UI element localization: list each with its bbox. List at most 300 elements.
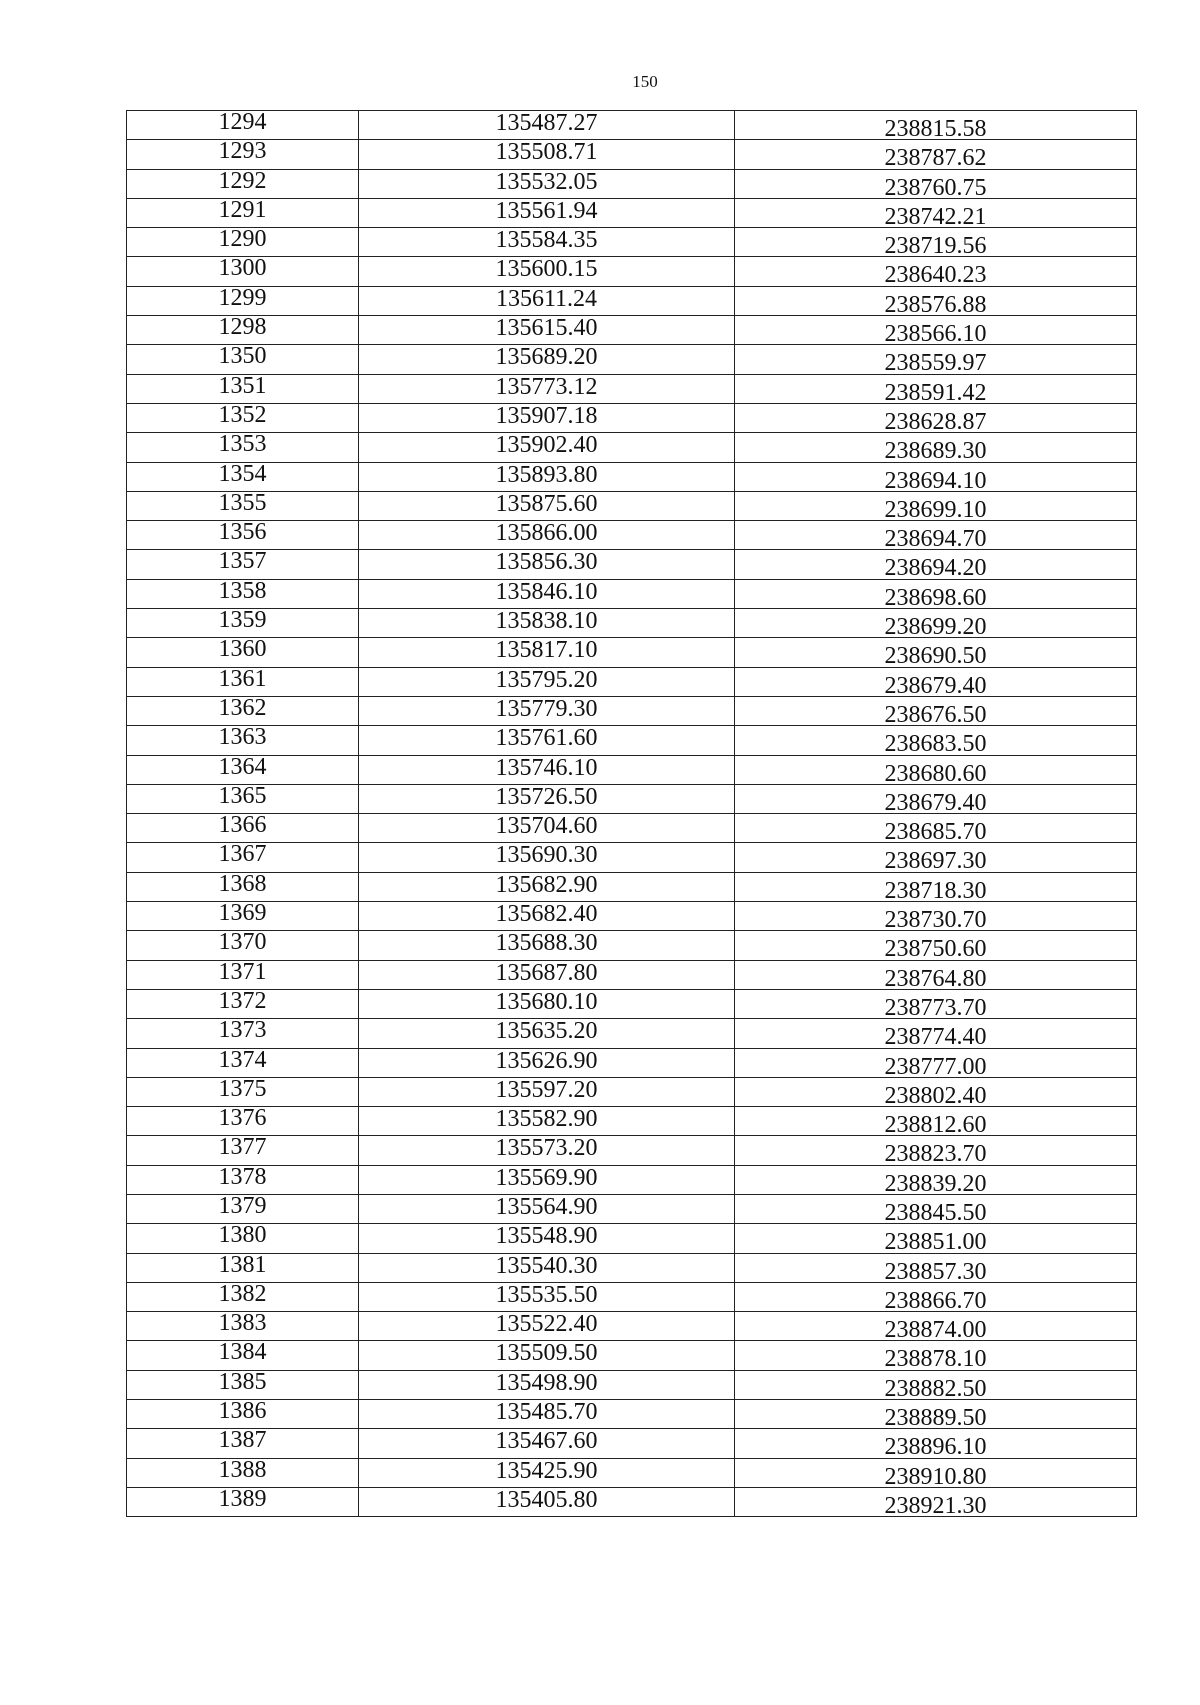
point-number-cell — [127, 257, 359, 286]
point-number-value: 1300 — [218, 255, 267, 282]
point-number-cell — [127, 1048, 359, 1077]
x-coordinate-value: 135582.90 — [495, 1106, 598, 1133]
point-number-value: 1374 — [218, 1046, 267, 1073]
x-coordinate-value: 135907.18 — [495, 402, 598, 429]
point-number-cell — [127, 374, 359, 403]
y-coordinate-value: 238559.97 — [884, 350, 987, 377]
y-coordinate-value: 238845.50 — [884, 1199, 987, 1226]
x-coordinate-value: 135509.50 — [495, 1340, 598, 1367]
x-coordinate-value: 135689.20 — [495, 344, 598, 371]
table-row — [127, 550, 1137, 579]
x-coordinate-cell — [359, 931, 735, 960]
point-number-value: 1370 — [218, 929, 267, 956]
point-number-cell — [127, 198, 359, 227]
x-coordinate-cell — [359, 579, 735, 608]
x-coordinate-value: 135690.30 — [495, 842, 598, 869]
x-coordinate-value: 135761.60 — [495, 725, 598, 752]
point-number-value: 1365 — [218, 782, 267, 809]
table-row — [127, 286, 1137, 315]
y-coordinate-cell — [735, 1077, 1137, 1109]
x-coordinate-cell — [359, 228, 735, 257]
y-coordinate-value: 238874.00 — [884, 1317, 987, 1344]
y-coordinate-value: 238866.70 — [884, 1287, 987, 1314]
point-number-value: 1290 — [218, 226, 267, 253]
table-body — [127, 111, 1137, 1517]
point-number-value: 1388 — [218, 1456, 267, 1483]
table-row — [127, 1224, 1137, 1253]
y-coordinate-value: 238676.50 — [884, 701, 987, 728]
point-number-cell — [127, 1487, 359, 1516]
point-number-cell — [127, 755, 359, 784]
table-row — [127, 638, 1137, 667]
x-coordinate-cell — [359, 1312, 735, 1341]
table-row — [127, 726, 1137, 755]
x-coordinate-cell — [359, 491, 735, 520]
x-coordinate-cell — [359, 433, 735, 462]
point-number-value: 1361 — [218, 665, 267, 692]
point-number-cell — [127, 960, 359, 989]
x-coordinate-cell — [359, 1224, 735, 1253]
point-number-value: 1351 — [218, 372, 267, 399]
table-row — [127, 491, 1137, 520]
x-coordinate-value: 135682.40 — [495, 901, 598, 928]
point-number-cell — [127, 169, 359, 198]
x-coordinate-cell — [359, 755, 735, 784]
table-row — [127, 1107, 1137, 1136]
x-coordinate-cell — [359, 843, 735, 872]
x-coordinate-cell — [359, 1253, 735, 1282]
point-number-value: 1372 — [218, 987, 267, 1014]
table-row — [127, 1136, 1137, 1165]
point-number-cell — [127, 814, 359, 843]
point-number-value: 1386 — [218, 1398, 267, 1425]
table-row — [127, 1312, 1137, 1341]
y-coordinate-value: 238566.10 — [884, 321, 987, 348]
y-coordinate-cell — [735, 579, 1137, 611]
point-number-cell — [127, 1194, 359, 1223]
point-number-value: 1355 — [218, 489, 267, 516]
y-coordinate-value: 238679.40 — [884, 789, 987, 816]
point-number-cell — [127, 1136, 359, 1165]
y-coordinate-value: 238851.00 — [884, 1229, 987, 1256]
x-coordinate-value: 135600.15 — [495, 256, 598, 283]
table-row — [127, 579, 1137, 608]
point-number-cell — [127, 550, 359, 579]
y-coordinate-value: 238719.56 — [884, 233, 987, 260]
x-coordinate-value: 135704.60 — [495, 813, 598, 840]
x-coordinate-cell — [359, 960, 735, 989]
table-row — [127, 140, 1137, 169]
y-coordinate-cell — [735, 198, 1137, 230]
x-coordinate-cell — [359, 784, 735, 813]
y-coordinate-value: 238689.30 — [884, 438, 987, 465]
point-number-value: 1360 — [218, 636, 267, 663]
point-number-value: 1381 — [218, 1251, 267, 1278]
y-coordinate-cell — [735, 1224, 1137, 1256]
point-number-cell — [127, 1282, 359, 1311]
table-row — [127, 989, 1137, 1018]
x-coordinate-value: 135817.10 — [495, 637, 598, 664]
point-number-value: 1364 — [218, 753, 267, 780]
y-coordinate-cell — [735, 286, 1137, 318]
x-coordinate-value: 135875.60 — [495, 490, 598, 517]
table-row — [127, 1429, 1137, 1458]
point-number-value: 1382 — [218, 1280, 267, 1307]
y-coordinate-value: 238823.70 — [884, 1141, 987, 1168]
table-row — [127, 843, 1137, 872]
x-coordinate-cell — [359, 726, 735, 755]
table-row — [127, 1341, 1137, 1370]
coordinates-table-container — [126, 110, 1136, 1517]
x-coordinate-value: 135615.40 — [495, 315, 598, 342]
y-coordinate-value: 238777.00 — [884, 1053, 987, 1080]
table-row — [127, 403, 1137, 432]
y-coordinate-cell — [735, 755, 1137, 787]
point-number-value: 1298 — [218, 314, 267, 341]
x-coordinate-value: 135682.90 — [495, 871, 598, 898]
x-coordinate-cell — [359, 169, 735, 198]
point-number-cell — [127, 1165, 359, 1194]
x-coordinate-value: 135548.90 — [495, 1223, 598, 1250]
y-coordinate-cell — [735, 403, 1137, 435]
y-coordinate-value: 238774.40 — [884, 1024, 987, 1051]
y-coordinate-value: 238750.60 — [884, 936, 987, 963]
y-coordinate-value: 238679.40 — [884, 672, 987, 699]
x-coordinate-value: 135561.94 — [495, 197, 598, 224]
y-coordinate-cell — [735, 960, 1137, 992]
table-row — [127, 1282, 1137, 1311]
table-row — [127, 1370, 1137, 1399]
table-row — [127, 784, 1137, 813]
table-row — [127, 1048, 1137, 1077]
table-row — [127, 872, 1137, 901]
point-number-cell — [127, 316, 359, 345]
table-row — [127, 1019, 1137, 1048]
y-coordinate-cell — [735, 1019, 1137, 1051]
x-coordinate-value: 135779.30 — [495, 695, 598, 722]
point-number-cell — [127, 111, 359, 140]
y-coordinate-cell — [735, 1107, 1137, 1139]
y-coordinate-cell — [735, 550, 1137, 582]
y-coordinate-value: 238812.60 — [884, 1112, 987, 1139]
y-coordinate-cell — [735, 1400, 1137, 1432]
y-coordinate-cell — [735, 667, 1137, 699]
x-coordinate-cell — [359, 1370, 735, 1399]
x-coordinate-value: 135535.50 — [495, 1281, 598, 1308]
y-coordinate-cell — [735, 140, 1137, 172]
point-number-value: 1299 — [218, 284, 267, 311]
x-coordinate-cell — [359, 111, 735, 140]
x-coordinate-cell — [359, 1341, 735, 1370]
x-coordinate-value: 135773.12 — [495, 373, 598, 400]
y-coordinate-cell — [735, 814, 1137, 846]
y-coordinate-value: 238718.30 — [884, 877, 987, 904]
x-coordinate-value: 135846.10 — [495, 578, 598, 605]
point-number-value: 1380 — [218, 1222, 267, 1249]
y-coordinate-cell — [735, 989, 1137, 1021]
point-number-cell — [127, 1224, 359, 1253]
y-coordinate-cell — [735, 521, 1137, 553]
y-coordinate-cell — [735, 843, 1137, 875]
x-coordinate-cell — [359, 1194, 735, 1223]
y-coordinate-cell — [735, 316, 1137, 348]
x-coordinate-cell — [359, 1282, 735, 1311]
page-number: 150 — [632, 72, 658, 91]
x-coordinate-cell — [359, 902, 735, 931]
point-number-cell — [127, 784, 359, 813]
y-coordinate-value: 238896.10 — [884, 1434, 987, 1461]
point-number-value: 1368 — [218, 870, 267, 897]
x-coordinate-cell — [359, 316, 735, 345]
y-coordinate-value: 238839.20 — [884, 1170, 987, 1197]
table-row — [127, 931, 1137, 960]
x-coordinate-cell — [359, 1165, 735, 1194]
point-number-cell — [127, 638, 359, 667]
point-number-value: 1366 — [218, 812, 267, 839]
x-coordinate-value: 135688.30 — [495, 930, 598, 957]
y-coordinate-cell — [735, 491, 1137, 523]
x-coordinate-value: 135902.40 — [495, 432, 598, 459]
x-coordinate-cell — [359, 1048, 735, 1077]
table-row — [127, 521, 1137, 550]
x-coordinate-value: 135485.70 — [495, 1399, 598, 1426]
y-coordinate-value: 238878.10 — [884, 1346, 987, 1373]
y-coordinate-cell — [735, 609, 1137, 641]
point-number-value: 1293 — [218, 138, 267, 165]
coordinates-table — [126, 110, 1137, 1517]
y-coordinate-cell — [735, 257, 1137, 289]
y-coordinate-value: 238857.30 — [884, 1258, 987, 1285]
y-coordinate-cell — [735, 1165, 1137, 1197]
x-coordinate-value: 135573.20 — [495, 1135, 598, 1162]
x-coordinate-cell — [359, 814, 735, 843]
point-number-value: 1292 — [218, 167, 267, 194]
x-coordinate-value: 135838.10 — [495, 608, 598, 635]
table-row — [127, 228, 1137, 257]
y-coordinate-cell — [735, 1341, 1137, 1373]
point-number-value: 1373 — [218, 1017, 267, 1044]
point-number-value: 1387 — [218, 1427, 267, 1454]
x-coordinate-cell — [359, 667, 735, 696]
x-coordinate-cell — [359, 1487, 735, 1516]
y-coordinate-cell — [735, 1370, 1137, 1402]
x-coordinate-value: 135866.00 — [495, 520, 598, 547]
x-coordinate-value: 135487.27 — [495, 110, 598, 136]
y-coordinate-value: 238640.23 — [884, 262, 987, 289]
point-number-cell — [127, 1400, 359, 1429]
y-coordinate-value: 238773.70 — [884, 994, 987, 1021]
table-row — [127, 1400, 1137, 1429]
table-row — [127, 755, 1137, 784]
y-coordinate-value: 238787.62 — [884, 145, 987, 172]
table-row — [127, 462, 1137, 491]
table-row — [127, 316, 1137, 345]
y-coordinate-value: 238730.70 — [884, 907, 987, 934]
y-coordinate-cell — [735, 726, 1137, 758]
x-coordinate-cell — [359, 1077, 735, 1106]
x-coordinate-value: 135532.05 — [495, 168, 598, 195]
table-row — [127, 1165, 1137, 1194]
point-number-cell — [127, 726, 359, 755]
table-row — [127, 814, 1137, 843]
x-coordinate-cell — [359, 257, 735, 286]
y-coordinate-value: 238921.30 — [884, 1492, 987, 1519]
y-coordinate-value: 238683.50 — [884, 731, 987, 758]
y-coordinate-value: 238697.30 — [884, 848, 987, 875]
point-number-value: 1369 — [218, 900, 267, 927]
x-coordinate-cell — [359, 1458, 735, 1487]
x-coordinate-cell — [359, 638, 735, 667]
y-coordinate-value: 238694.10 — [884, 467, 987, 494]
y-coordinate-cell — [735, 784, 1137, 816]
point-number-value: 1353 — [218, 431, 267, 458]
point-number-value: 1389 — [218, 1485, 267, 1512]
point-number-value: 1379 — [218, 1192, 267, 1219]
y-coordinate-cell — [735, 111, 1137, 140]
x-coordinate-cell — [359, 521, 735, 550]
table-row — [127, 1458, 1137, 1487]
point-number-cell — [127, 228, 359, 257]
y-coordinate-value: 238889.50 — [884, 1405, 987, 1432]
point-number-value: 1378 — [218, 1163, 267, 1190]
point-number-cell — [127, 931, 359, 960]
table-row — [127, 169, 1137, 198]
point-number-cell — [127, 609, 359, 638]
y-coordinate-value: 238764.80 — [884, 965, 987, 992]
x-coordinate-value: 135540.30 — [495, 1252, 598, 1279]
table-row — [127, 960, 1137, 989]
point-number-cell — [127, 989, 359, 1018]
point-number-cell — [127, 579, 359, 608]
x-coordinate-value: 135522.40 — [495, 1311, 598, 1338]
y-coordinate-cell — [735, 1194, 1137, 1226]
y-coordinate-cell — [735, 345, 1137, 377]
x-coordinate-value: 135856.30 — [495, 549, 598, 576]
y-coordinate-value: 238699.20 — [884, 614, 987, 641]
y-coordinate-value: 238591.42 — [884, 379, 987, 406]
point-number-value: 1359 — [218, 607, 267, 634]
point-number-cell — [127, 1370, 359, 1399]
x-coordinate-cell — [359, 872, 735, 901]
point-number-value: 1385 — [218, 1368, 267, 1395]
point-number-cell — [127, 433, 359, 462]
y-coordinate-cell — [735, 374, 1137, 406]
point-number-cell — [127, 345, 359, 374]
point-number-value: 1384 — [218, 1339, 267, 1366]
y-coordinate-cell — [735, 1282, 1137, 1314]
point-number-cell — [127, 1341, 359, 1370]
y-coordinate-cell — [735, 1253, 1137, 1285]
x-coordinate-value: 135569.90 — [495, 1164, 598, 1191]
y-coordinate-value: 238690.50 — [884, 643, 987, 670]
point-number-value: 1291 — [218, 196, 267, 223]
point-number-value: 1356 — [218, 519, 267, 546]
y-coordinate-cell — [735, 638, 1137, 670]
x-coordinate-value: 135795.20 — [495, 666, 598, 693]
point-number-cell — [127, 1253, 359, 1282]
table-row — [127, 433, 1137, 462]
y-coordinate-value: 238760.75 — [884, 174, 987, 201]
point-number-cell — [127, 462, 359, 491]
x-coordinate-cell — [359, 1107, 735, 1136]
table-row — [127, 374, 1137, 403]
y-coordinate-value: 238698.60 — [884, 584, 987, 611]
x-coordinate-value: 135611.24 — [495, 285, 598, 312]
x-coordinate-cell — [359, 1019, 735, 1048]
x-coordinate-value: 135635.20 — [495, 1018, 598, 1045]
y-coordinate-value: 238699.10 — [884, 496, 987, 523]
point-number-cell — [127, 902, 359, 931]
point-number-value: 1350 — [218, 343, 267, 370]
table-row — [127, 1194, 1137, 1223]
point-number-value: 1358 — [218, 577, 267, 604]
x-coordinate-value: 135405.80 — [495, 1486, 598, 1513]
point-number-value: 1363 — [218, 724, 267, 751]
x-coordinate-value: 135564.90 — [495, 1193, 598, 1220]
y-coordinate-cell — [735, 1458, 1137, 1490]
point-number-cell — [127, 667, 359, 696]
y-coordinate-value: 238815.58 — [884, 116, 987, 142]
y-coordinate-cell — [735, 1429, 1137, 1461]
y-coordinate-cell — [735, 696, 1137, 728]
point-number-cell — [127, 521, 359, 550]
point-number-cell — [127, 403, 359, 432]
x-coordinate-cell — [359, 345, 735, 374]
point-number-value: 1375 — [218, 1075, 267, 1102]
point-number-cell — [127, 286, 359, 315]
point-number-cell — [127, 140, 359, 169]
table-row — [127, 609, 1137, 638]
x-coordinate-value: 135726.50 — [495, 783, 598, 810]
y-coordinate-cell — [735, 1312, 1137, 1344]
x-coordinate-value: 135687.80 — [495, 959, 598, 986]
y-coordinate-value: 238802.40 — [884, 1082, 987, 1109]
y-coordinate-cell — [735, 931, 1137, 963]
y-coordinate-cell — [735, 462, 1137, 494]
x-coordinate-cell — [359, 609, 735, 638]
x-coordinate-cell — [359, 1136, 735, 1165]
x-coordinate-cell — [359, 403, 735, 432]
table-row — [127, 198, 1137, 227]
y-coordinate-cell — [735, 169, 1137, 201]
x-coordinate-value: 135467.60 — [495, 1428, 598, 1455]
table-row — [127, 111, 1137, 140]
point-number-cell — [127, 1107, 359, 1136]
point-number-cell — [127, 843, 359, 872]
x-coordinate-cell — [359, 550, 735, 579]
y-coordinate-cell — [735, 1487, 1137, 1519]
y-coordinate-cell — [735, 1048, 1137, 1080]
point-number-cell — [127, 872, 359, 901]
table-row — [127, 667, 1137, 696]
x-coordinate-cell — [359, 1429, 735, 1458]
point-number-value: 1352 — [218, 401, 267, 428]
point-number-value: 1383 — [218, 1310, 267, 1337]
x-coordinate-cell — [359, 462, 735, 491]
x-coordinate-value: 135626.90 — [495, 1047, 598, 1074]
table-row — [127, 696, 1137, 725]
x-coordinate-cell — [359, 696, 735, 725]
point-number-value: 1362 — [218, 694, 267, 721]
y-coordinate-value: 238576.88 — [884, 291, 987, 318]
point-number-cell — [127, 1458, 359, 1487]
x-coordinate-value: 135425.90 — [495, 1457, 598, 1484]
y-coordinate-value: 238628.87 — [884, 408, 987, 435]
point-number-cell — [127, 491, 359, 520]
point-number-value: 1367 — [218, 841, 267, 868]
y-coordinate-value: 238882.50 — [884, 1375, 987, 1402]
point-number-value: 1357 — [218, 548, 267, 575]
